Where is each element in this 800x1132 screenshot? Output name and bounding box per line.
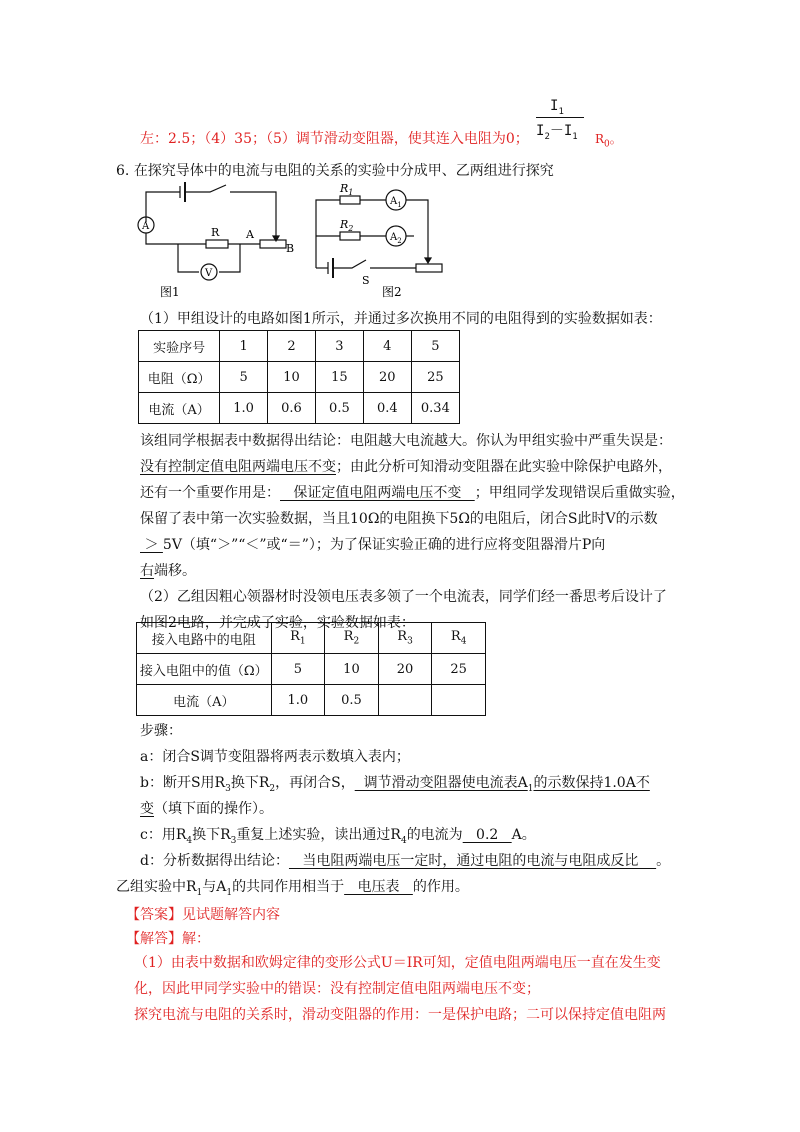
fig1-caption: 图1	[160, 285, 180, 299]
question-number: 6.	[116, 163, 130, 179]
table-cell: 10	[268, 362, 316, 393]
table-cell: 5	[411, 331, 459, 362]
answer-tag: 【答案】	[126, 907, 182, 923]
table-cell	[378, 685, 432, 716]
table-cell: 接入电阻中的值（Ω）	[137, 654, 272, 685]
table-cell: 20	[378, 654, 432, 685]
part2-answer-b-cont: 变	[140, 801, 154, 817]
table-cell: 接入电路中的电阻	[137, 623, 272, 654]
table-cell: 5	[271, 654, 325, 685]
part1-intro: （1）甲组设计的电路如图1所示，并通过多次换用不同的电阻得到的实验数据如表：	[140, 311, 662, 327]
table-row	[139, 393, 460, 424]
part1-line-3	[140, 482, 685, 502]
fig2-a2-label: $A_2$	[390, 232, 402, 245]
table-cell: 3	[315, 331, 363, 362]
table-cell: 1	[220, 331, 268, 362]
part2-step-a: a：闭合S调节变阻器将两表示数填入表内；	[140, 749, 410, 765]
part1-data-table	[138, 330, 460, 424]
part2-data-table	[136, 622, 486, 716]
table-row	[137, 685, 486, 716]
previous-answer-text: 左：2.5；（4）35；（5）调节滑动变阻器，使其连入电阻为0；	[140, 131, 529, 147]
part2-step-b-rest: （填下面的操作）。	[154, 801, 273, 817]
table-row	[137, 623, 486, 654]
table-cell: 25	[432, 654, 486, 685]
solution-header	[126, 928, 210, 948]
part1-line-1: 该组同学根据表中数据得出结论：电阻越大电流越大。你认为甲组实验中严重失误是：	[140, 433, 672, 449]
part2-answer-c: 0.2	[462, 827, 512, 843]
table-cell: 0.4	[363, 393, 411, 424]
part2-line-2: 如图2电路，并完成了实验，实验数据如表：	[140, 615, 415, 631]
table-cell: 5	[220, 362, 268, 393]
solution-line-1: （1）由表中数据和欧姆定律的变形公式U＝IR可知，定值电阻两端电压一直在发生变	[134, 955, 661, 971]
question-stem	[116, 160, 554, 180]
table-cell: $R_4$	[432, 623, 486, 654]
part1-line-4: 保留了表中第一次实验数据，当且10Ω的电阻换下5Ω的电阻后，闭合S此时V的示数	[140, 511, 658, 527]
answer-line	[126, 904, 280, 924]
table-cell: 电阻（Ω）	[139, 362, 220, 393]
part1-line-5-rest: 5V（填“＞”“＜”或“＝”）；为了保证实验正确的进行应将变阻器滑片P向	[162, 537, 606, 553]
table-cell: 1.0	[271, 685, 325, 716]
solution-line-3: 探究电流与电阻的关系时，滑动变阻器的作用：一是保护电路；二可以保持定值电阻两	[134, 1007, 666, 1023]
part2-line-1: （2）乙组因粗心领器材时没领电压表多领了一个电流表，同学们经一番思考后设计了	[140, 589, 667, 605]
table-cell: $R_3$	[378, 623, 432, 654]
r0-label: $R_0$。	[595, 132, 622, 150]
table-cell: 25	[411, 362, 459, 393]
question-text: 在探究导体中的电流与电阻的关系的实验中分成甲、乙两组进行探究	[133, 163, 554, 179]
part1-answer-4: 右	[140, 563, 154, 579]
part2-steps-label: 步骤：	[140, 723, 182, 739]
fig2-r1-label: $R_1$	[340, 182, 354, 197]
part2-final: 乙组实验中$R_1$与$A_1$的共同作用相当于 电压表 的作用。	[116, 879, 469, 898]
table-cell	[432, 685, 486, 716]
part2-step-b-cont	[140, 798, 273, 818]
part2-answer-b: 调节滑动变阻器使电流表$A_1$的示数保持1.0A不	[354, 775, 650, 794]
part2-answer-d: 当电阻两端电压一定时，通过电阻的电流与电阻成反比	[288, 853, 657, 869]
part1-line-2-rest: ；由此分析可知滑动变阻器在此实验中除保护电路外，	[336, 459, 672, 475]
fig2-caption: 图2	[382, 285, 402, 299]
solution-line-2: 化，因此甲同学实验中的错误：没有控制定值电阻两端电压不变；	[134, 981, 540, 997]
fraction-numerator: $I_1$	[550, 98, 564, 117]
table-cell: 电流（A）	[139, 393, 220, 424]
fig2-switch-label: S	[362, 274, 370, 287]
fig1-point-a-label: A	[246, 228, 254, 241]
table-cell: 0.6	[268, 393, 316, 424]
part1-line-3-rest: ；甲组同学发现错误后重做实验，	[474, 485, 685, 501]
table-row	[139, 331, 460, 362]
part1-answer-2: 保证定值电阻两端电压不变	[280, 485, 475, 501]
part1-answer-1: 没有控制定值电阻两端电压不变	[140, 459, 336, 475]
table-cell: 实验序号	[139, 331, 220, 362]
part2-step-b: b：断开S用$R_3$换下$R_2$，再闭合S， 调节滑动变阻器使电流表$A_1$的示数保持1.0A不	[140, 775, 650, 794]
fig1-ammeter-label: A	[142, 221, 150, 232]
answer-text: 见试题解答内容	[182, 907, 280, 923]
part2-step-d: d：分析数据得出结论： 当电阻两端电压一定时，通过电阻的电流与电阻成反比 。	[140, 853, 671, 869]
table-row	[137, 654, 486, 685]
part2-answer-final: 电压表	[344, 879, 413, 895]
part1-line-6	[140, 560, 196, 580]
table-cell: $R_2$	[325, 623, 379, 654]
part1-line-6-rest: 端移。	[154, 563, 196, 579]
table-cell: $R_1$	[271, 623, 325, 654]
solution-text: 解：	[182, 931, 210, 947]
fig1-resistor-label: R	[211, 226, 220, 239]
table-cell: 2	[268, 331, 316, 362]
circuit-figure-2	[308, 178, 468, 300]
part1-line-5	[140, 534, 605, 554]
part1-answer-3: ＞	[140, 537, 163, 553]
table-cell: 20	[363, 362, 411, 393]
table-cell: 10	[325, 654, 379, 685]
fig1-point-b-label: B	[286, 242, 295, 255]
fig1-voltmeter-label: V	[205, 268, 213, 279]
table-cell: 4	[363, 331, 411, 362]
table-cell: 15	[315, 362, 363, 393]
fig2-a1-label: $A_1$	[390, 196, 402, 209]
circuit-figure-1	[134, 182, 304, 300]
part1-line-3-pre: 还有一个重要作用是：	[140, 485, 280, 501]
part2-step-c: c：用$R_4$换下$R_3$重复上述实验，读出通过$R_4$的电流为 0.2 A。	[140, 827, 536, 846]
fraction-denominator: $I_2-I_1$	[536, 123, 578, 142]
solution-tag: 【解答】	[126, 931, 182, 947]
part1-line-2	[140, 456, 672, 476]
table-cell: 0.5	[325, 685, 379, 716]
fig2-r2-label: $R_2$	[340, 218, 354, 233]
table-cell: 0.34	[411, 393, 459, 424]
table-row	[139, 362, 460, 393]
table-cell: 电流（A）	[137, 685, 272, 716]
fraction-bar	[536, 117, 584, 118]
table-cell: 0.5	[315, 393, 363, 424]
table-cell: 1.0	[220, 393, 268, 424]
